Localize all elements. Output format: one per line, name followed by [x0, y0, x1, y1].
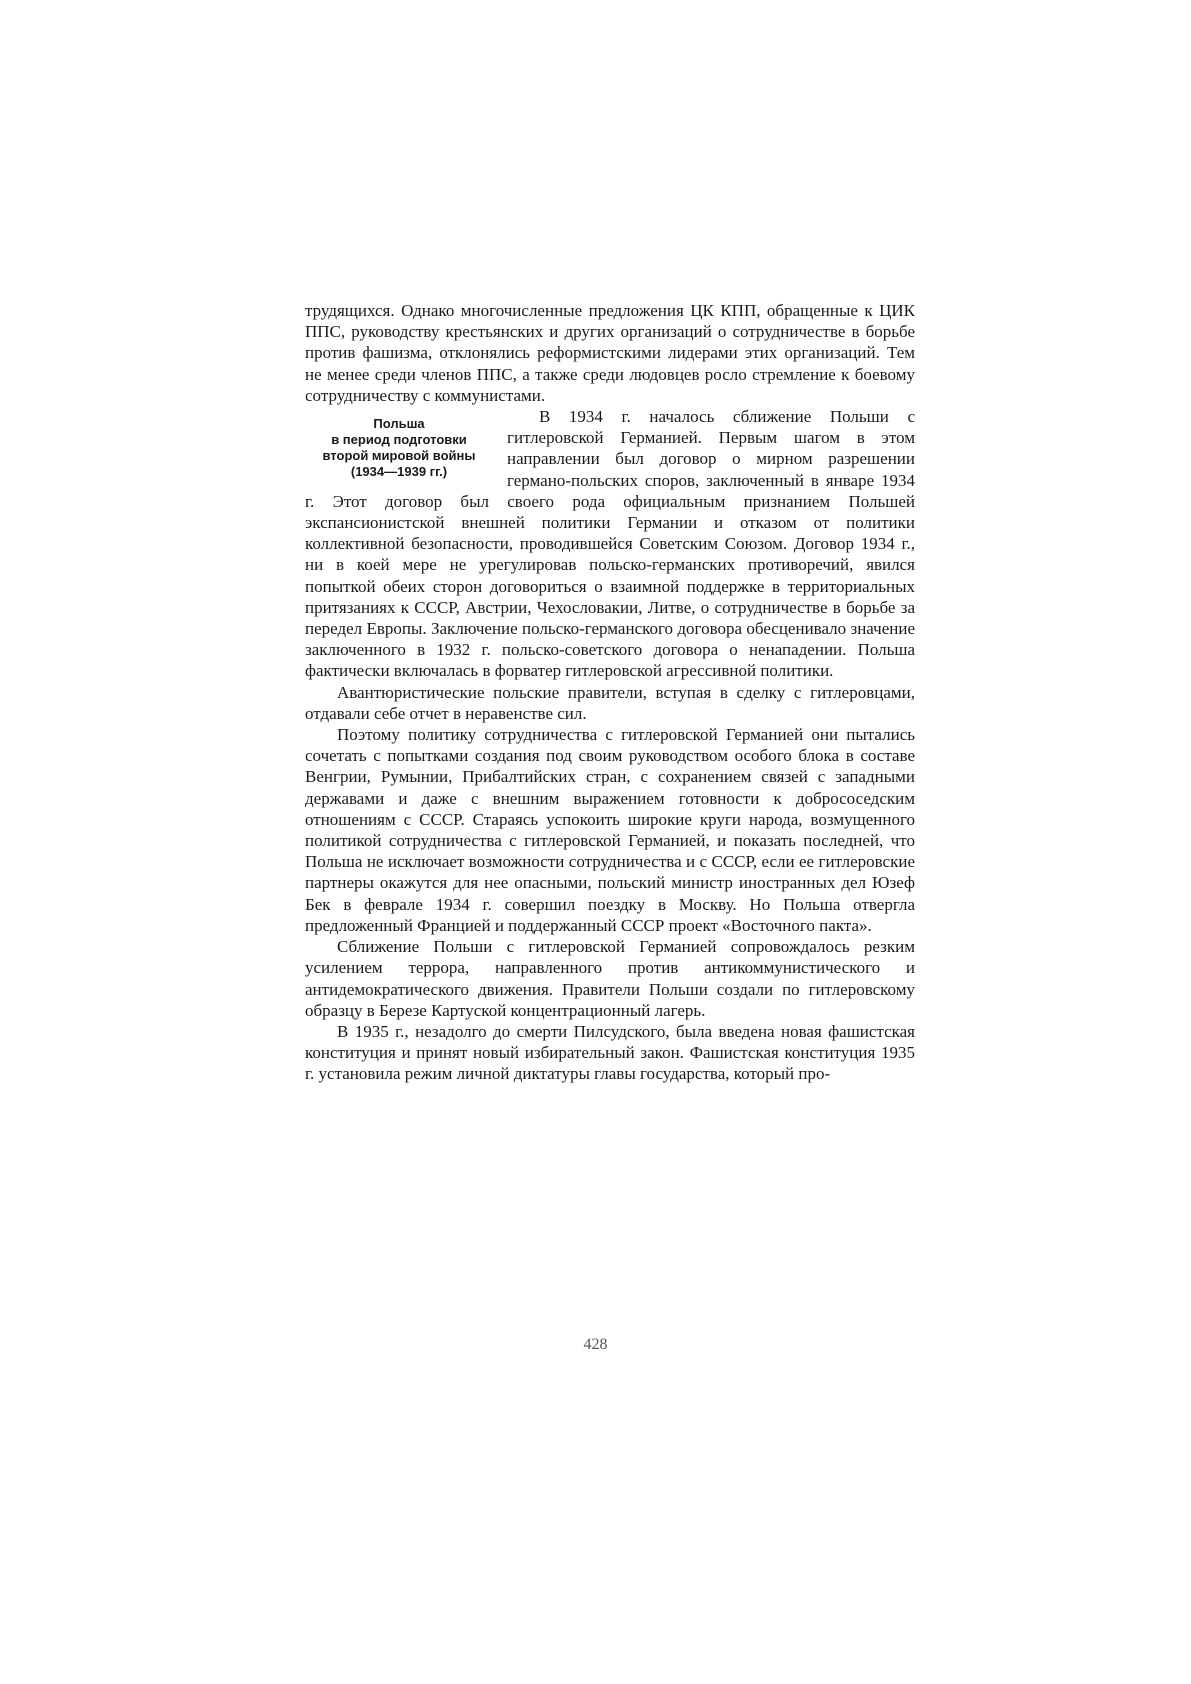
paragraph: Авантюристические польские правители, вступая в сделку с гитлеровцами, отдавали себе отчет в неравенстве сил. — [305, 682, 915, 723]
side-heading — [305, 416, 493, 480]
side-heading-line: второй мировой войны — [322, 448, 476, 464]
page-number: 428 — [583, 1336, 608, 1353]
paragraph: трудящихся. Однако многочисленные предложения ЦК КПП, обращенные к ЦИК ППС, руководству крестьянских и других организаций о сотрудничестве в борьбе против фашизма, отклонялись реформистскими лидерами этих организаций. Тем не менее среди членов ППС, а также среди людовцев росло стремление к боевому сотрудничеству с коммунистами. — [305, 301, 915, 405]
side-heading-line: в период подготовки — [331, 432, 467, 448]
document-page — [305, 300, 915, 1085]
side-heading-line: (1934—1939 гг.) — [350, 464, 448, 480]
paragraph: Поэтому политику сотрудничества с гитлеровской Германией они пытались сочетать с попытками создания под своим руководством особого блока в составе Венгрии, Румынии, Прибалтийских стран, с сохранением связей с западными державами и даже с внешним выражением готовности к добрососедским отношениям с СССР. Стараясь успокоить широкие круги народа, возмущенного политикой сотрудничества с гитлеровской Германией, и показать последней, что Польша не исключает возможности сотрудничества и с СССР, если ее гитлеровские партнеры окажутся для нее опасными, польский министр иностранных дел Юзеф Бек в феврале 1934 г. совершил поездку в Москву. Но Польша отвергла предложенный Францией и поддержанный СССР проект «Восточного пакта». — [305, 725, 915, 935]
paragraph: В 1934 г. началось сближение Польши с гитлеровской Германией. Первым шагом в этом направлении был договор о мирном разрешении германо-польских споров, заключенный в январе 1934 г. Этот договор был своего рода официальным признанием Польшей экспансионистской внешней политики Германии и отказом от политики коллективной безопасности, проводившейся Советским Союзом. Договор 1934 г., ни в коей мере не урегулировав польско-германских противоречий, явился попыткой обеих сторон договориться о взаимной поддержке в территориальных притязаниях к СССР, Австрии, Чехословакии, Литве, о сотрудничестве в борьбе за передел Европы. Заключение польско-германского договора обесценивало значение заключенного в 1932 г. польско-советского договора о ненападении. Польша фактически включалась в форватер гитлеровской агрессивной политики. — [305, 407, 915, 681]
side-heading-line: Польша — [373, 416, 425, 432]
paragraph: Сближение Польши с гитлеровской Германией сопровождалось резким усилением террора, направленного против антикоммунистического и антидемократического движения. Правители Польши создали по гитлеровскому образцу в Березе Картуской концентрационный лагерь. — [305, 937, 915, 1020]
paragraph: В 1935 г., незадолго до смерти Пилсудского, была введена новая фашистская конституция и принят новый избирательный закон. Фашистская конституция 1935 г. установила режим личной диктатуры главы государства, который про- — [305, 1021, 915, 1084]
